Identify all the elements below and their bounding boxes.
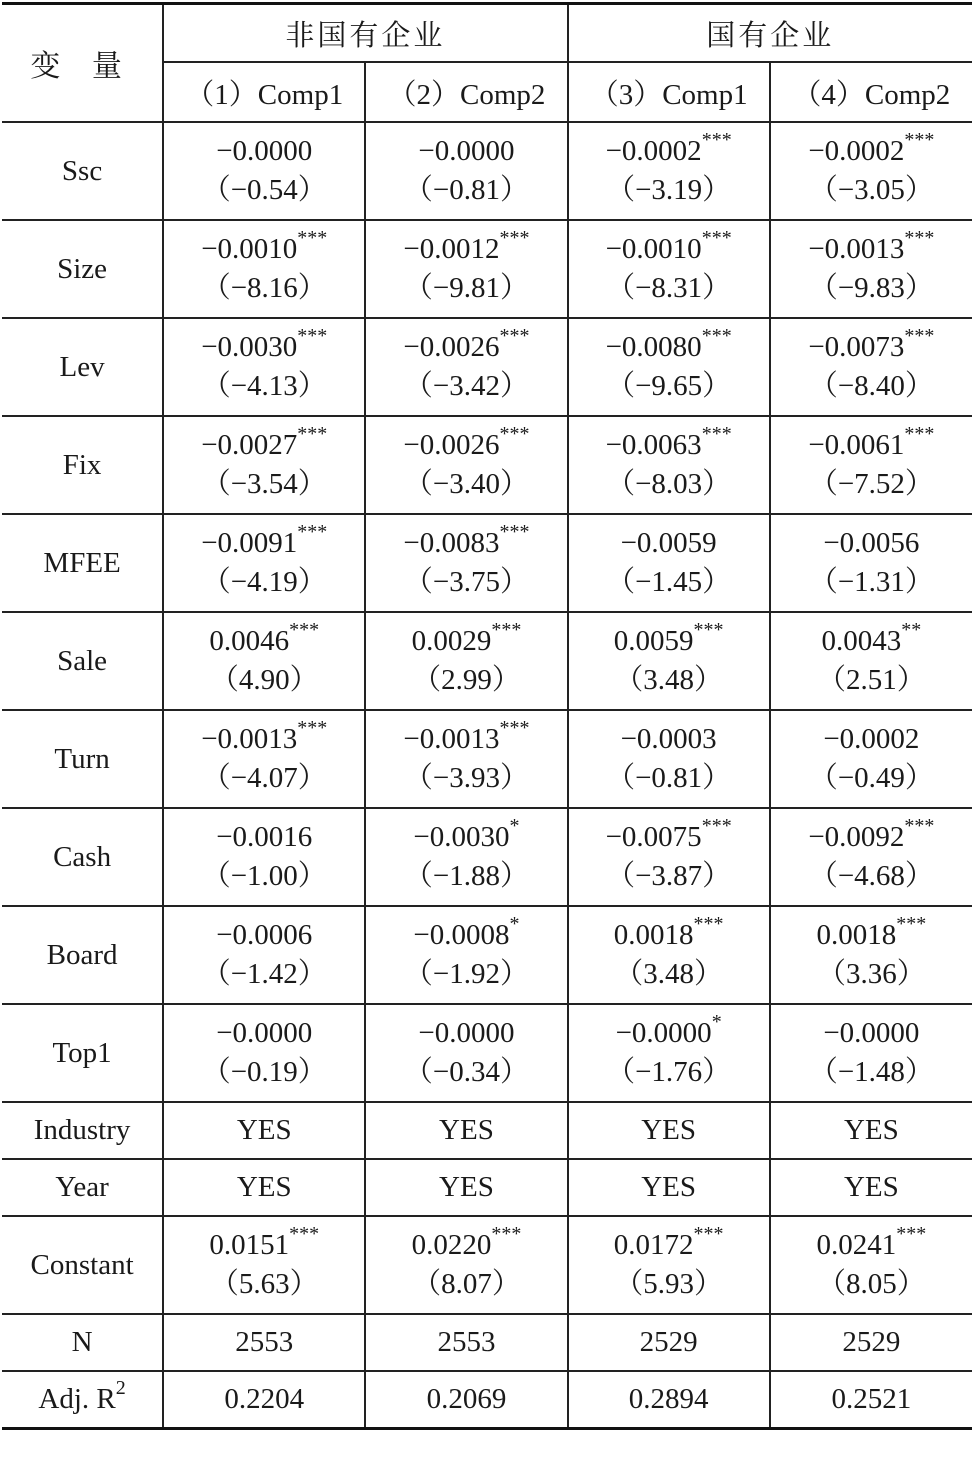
significance-stars: *** [491, 619, 522, 642]
coef-value: 0.0220 [411, 1229, 492, 1261]
row-label: Year [2, 1159, 163, 1216]
significance-stars: *** [896, 913, 927, 936]
summary-rows [2, 1102, 972, 1428]
t-statistic: （−0.81） [606, 762, 732, 794]
row-label: Board [2, 906, 163, 1004]
t-statistic: （−9.81） [403, 272, 529, 304]
cell-coefficient [365, 122, 567, 220]
coef-value: −0.0000 [615, 1017, 712, 1049]
coef-value: −0.0010 [201, 233, 298, 265]
table-row-lev [2, 318, 972, 416]
cell-coefficient [163, 514, 365, 612]
t-statistic: （−8.40） [808, 370, 934, 402]
significance-stars: *** [904, 129, 935, 152]
row-label: Lev [2, 318, 163, 416]
cell-value: YES [365, 1102, 567, 1159]
t-statistic: （−4.19） [201, 566, 327, 598]
coef-value: −0.0013 [808, 233, 905, 265]
cell-value: 2529 [770, 1314, 972, 1371]
table-row-turn [2, 710, 972, 808]
row-label [2, 1371, 163, 1428]
significance-stars: *** [701, 815, 732, 838]
cell-coefficient [163, 1004, 365, 1102]
table-row-size [2, 220, 972, 318]
t-statistic: （−1.45） [606, 566, 732, 598]
coef-value: −0.0003 [620, 723, 717, 755]
significance-stars: *** [701, 129, 732, 152]
t-statistic: （−9.65） [606, 370, 732, 402]
table-row-n [2, 1314, 972, 1371]
coef-value: −0.0091 [201, 527, 298, 559]
significance-stars: *** [289, 1223, 320, 1246]
cell-coefficient [365, 710, 567, 808]
coef-value: 0.0172 [613, 1229, 694, 1261]
t-statistic: （−3.54） [201, 468, 327, 500]
t-statistic: （−3.42） [403, 370, 529, 402]
significance-stars: *** [693, 1223, 724, 1246]
table-row-fix [2, 416, 972, 514]
group-header-soe: 国有企业 [568, 4, 972, 63]
cell-coefficient [568, 514, 770, 612]
cell-coefficient [568, 122, 770, 220]
coef-value: −0.0000 [216, 1017, 313, 1049]
significance-stars: *** [693, 619, 724, 642]
t-statistic: （−0.81） [403, 174, 529, 206]
t-statistic: （4.90） [209, 664, 319, 696]
row-label: Fix [2, 416, 163, 514]
t-statistic: （−8.16） [201, 272, 327, 304]
row-label: MFEE [2, 514, 163, 612]
cell-value: 2553 [365, 1314, 567, 1371]
cell-coefficient [568, 318, 770, 416]
significance-stars: *** [297, 423, 328, 446]
table-row-sale [2, 612, 972, 710]
significance-stars: *** [701, 227, 732, 250]
coef-value: −0.0080 [605, 331, 702, 363]
significance-stars: *** [904, 227, 935, 250]
column-header-1: （1）Comp1 [163, 62, 365, 122]
coef-value: −0.0013 [403, 723, 500, 755]
coef-value: −0.0063 [605, 429, 702, 461]
cell-coefficient [568, 808, 770, 906]
cell-coefficient [568, 906, 770, 1004]
coef-value: 0.0043 [821, 625, 902, 657]
coef-value: −0.0000 [418, 1017, 515, 1049]
significance-stars: *** [693, 913, 724, 936]
significance-stars: *** [499, 521, 530, 544]
cell-value: YES [568, 1159, 770, 1216]
cell-coefficient [568, 416, 770, 514]
significance-stars: ** [901, 619, 922, 642]
t-statistic: （−3.40） [403, 468, 529, 500]
variable-header: 变 量 [2, 4, 163, 123]
cell-coefficient [770, 122, 972, 220]
t-statistic: （−1.31） [808, 566, 934, 598]
table-row-mfee [2, 514, 972, 612]
cell-coefficient [568, 1004, 770, 1102]
regression-table [2, 2, 972, 1430]
regression-table-container [2, 2, 972, 1430]
t-statistic: （−1.48） [808, 1056, 934, 1088]
cell-value: YES [163, 1102, 365, 1159]
coef-value: 0.0029 [411, 625, 492, 657]
cell-coefficient [568, 612, 770, 710]
cell-value: 0.2204 [163, 1371, 365, 1428]
coefficient-rows [2, 122, 972, 1102]
t-statistic: （3.48） [614, 664, 724, 696]
t-statistic: （−3.87） [606, 860, 732, 892]
t-statistic: （−1.42） [201, 958, 327, 990]
coef-value: −0.0008 [413, 919, 510, 951]
t-statistic: （−3.19） [606, 174, 732, 206]
coef-value: 0.0059 [613, 625, 694, 657]
significance-stars: *** [904, 423, 935, 446]
significance-stars: * [509, 913, 520, 936]
row-label: Top1 [2, 1004, 163, 1102]
table-row-industry [2, 1102, 972, 1159]
coef-value: −0.0092 [808, 821, 905, 853]
coef-value: −0.0061 [808, 429, 905, 461]
coef-value: −0.0002 [808, 135, 905, 167]
cell-value: YES [568, 1102, 770, 1159]
t-statistic: （−3.93） [403, 762, 529, 794]
row-label: Cash [2, 808, 163, 906]
coef-value: 0.0151 [209, 1229, 290, 1261]
cell-coefficient [365, 220, 567, 318]
cell-coefficient [163, 416, 365, 514]
cell-coefficient [163, 122, 365, 220]
t-statistic: （8.07） [412, 1268, 521, 1300]
coef-value: 0.0018 [613, 919, 694, 951]
cell-coefficient [365, 1004, 567, 1102]
coef-value: −0.0002 [605, 135, 702, 167]
cell-coefficient [770, 612, 972, 710]
coef-value: 0.0018 [816, 919, 897, 951]
cell-coefficient [365, 906, 567, 1004]
t-statistic: （−1.92） [403, 958, 529, 990]
coef-value: −0.0000 [216, 135, 313, 167]
coef-value: −0.0059 [620, 527, 717, 559]
row-label: Turn [2, 710, 163, 808]
t-statistic: （−9.83） [808, 272, 934, 304]
t-statistic: （−0.19） [201, 1056, 327, 1088]
significance-stars: *** [297, 227, 328, 250]
cell-value: 0.2521 [770, 1371, 972, 1428]
significance-stars: *** [701, 325, 732, 348]
cell-coefficient [365, 612, 567, 710]
cell-value: YES [163, 1159, 365, 1216]
t-statistic: （5.63） [209, 1268, 319, 1300]
cell-value: YES [770, 1102, 972, 1159]
coef-value: −0.0027 [201, 429, 298, 461]
significance-stars: *** [297, 521, 328, 544]
coef-value: −0.0000 [418, 135, 515, 167]
row-label: Ssc [2, 122, 163, 220]
cell-coefficient [163, 1216, 365, 1314]
cell-coefficient [163, 318, 365, 416]
column-header-3: （3）Comp1 [568, 62, 770, 122]
t-statistic: （−4.07） [201, 762, 327, 794]
significance-stars: *** [904, 815, 935, 838]
significance-stars: *** [701, 423, 732, 446]
coef-value: −0.0013 [201, 723, 298, 755]
cell-coefficient [770, 1004, 972, 1102]
cell-coefficient [770, 416, 972, 514]
coef-value: −0.0026 [403, 331, 500, 363]
t-statistic: （2.51） [816, 664, 926, 696]
t-statistic: （−0.54） [201, 174, 327, 206]
significance-stars: *** [297, 325, 328, 348]
coef-value: −0.0083 [403, 527, 500, 559]
t-statistic: （−4.13） [201, 370, 327, 402]
coef-value: −0.0000 [823, 1017, 920, 1049]
t-statistic: （−0.34） [403, 1056, 529, 1088]
cell-coefficient [770, 1216, 972, 1314]
cell-value: YES [770, 1159, 972, 1216]
coef-value: −0.0030 [201, 331, 298, 363]
r2-superscript: 2 [115, 1377, 126, 1400]
coef-value: −0.0016 [216, 821, 313, 853]
table-row-constant [2, 1216, 972, 1314]
row-label: Industry [2, 1102, 163, 1159]
row-label: N [2, 1314, 163, 1371]
cell-value: YES [365, 1159, 567, 1216]
coef-value: −0.0026 [403, 429, 500, 461]
cell-coefficient [365, 318, 567, 416]
group-header-non-soe: 非国有企业 [163, 4, 567, 63]
cell-coefficient [770, 220, 972, 318]
significance-stars: *** [904, 325, 935, 348]
t-statistic: （2.99） [412, 664, 521, 696]
cell-value: 0.2894 [568, 1371, 770, 1428]
table-row-cash [2, 808, 972, 906]
coef-value: −0.0073 [808, 331, 905, 363]
coef-value: −0.0030 [413, 821, 510, 853]
t-statistic: （−3.75） [403, 566, 529, 598]
cell-coefficient [568, 220, 770, 318]
t-statistic: （−1.00） [201, 860, 327, 892]
coef-value: −0.0056 [823, 527, 920, 559]
table-row-adj-r2 [2, 1371, 972, 1428]
t-statistic: （3.36） [816, 958, 926, 990]
coef-value: 0.0241 [816, 1229, 897, 1261]
cell-coefficient [163, 612, 365, 710]
cell-value: 2529 [568, 1314, 770, 1371]
column-header-4: （4）Comp2 [770, 62, 972, 122]
significance-stars: * [509, 815, 520, 838]
t-statistic: （−8.31） [606, 272, 732, 304]
cell-coefficient [770, 514, 972, 612]
significance-stars: * [711, 1011, 722, 1034]
cell-value: 2553 [163, 1314, 365, 1371]
cell-coefficient [365, 416, 567, 514]
significance-stars: *** [297, 717, 328, 740]
cell-coefficient [770, 318, 972, 416]
coef-value: 0.0046 [209, 625, 290, 657]
coef-value: −0.0075 [605, 821, 702, 853]
column-header-2: （2）Comp2 [365, 62, 567, 122]
table-row-board [2, 906, 972, 1004]
cell-coefficient [365, 514, 567, 612]
cell-coefficient [770, 710, 972, 808]
t-statistic: （3.48） [614, 958, 724, 990]
row-label: Sale [2, 612, 163, 710]
coef-value: −0.0006 [216, 919, 313, 951]
cell-coefficient [365, 1216, 567, 1314]
cell-coefficient [163, 710, 365, 808]
cell-coefficient [770, 906, 972, 1004]
t-statistic: （−8.03） [606, 468, 732, 500]
significance-stars: *** [289, 619, 320, 642]
cell-coefficient [568, 1216, 770, 1314]
t-statistic: （−4.68） [808, 860, 934, 892]
coef-value: −0.0002 [823, 723, 920, 755]
significance-stars: *** [499, 227, 530, 250]
cell-value: 0.2069 [365, 1371, 567, 1428]
t-statistic: （−1.76） [606, 1056, 732, 1088]
table-row-ssc [2, 122, 972, 220]
cell-coefficient [770, 808, 972, 906]
row-label: Constant [2, 1216, 163, 1314]
cell-coefficient [163, 220, 365, 318]
significance-stars: *** [499, 325, 530, 348]
cell-coefficient [568, 710, 770, 808]
significance-stars: *** [499, 717, 530, 740]
significance-stars: *** [499, 423, 530, 446]
row-label: Size [2, 220, 163, 318]
t-statistic: （5.93） [614, 1268, 724, 1300]
coef-value: −0.0010 [605, 233, 702, 265]
table-row-top1 [2, 1004, 972, 1102]
cell-coefficient [163, 808, 365, 906]
t-statistic: （−7.52） [808, 468, 934, 500]
t-statistic: （8.05） [816, 1268, 926, 1300]
cell-coefficient [365, 808, 567, 906]
t-statistic: （−1.88） [403, 860, 529, 892]
adj-r2-label: Adj. R [38, 1382, 116, 1415]
t-statistic: （−0.49） [808, 762, 934, 794]
table-row-year [2, 1159, 972, 1216]
t-statistic: （−3.05） [808, 174, 934, 206]
significance-stars: *** [896, 1223, 927, 1246]
significance-stars: *** [491, 1223, 522, 1246]
cell-coefficient [163, 906, 365, 1004]
coef-value: −0.0012 [403, 233, 500, 265]
